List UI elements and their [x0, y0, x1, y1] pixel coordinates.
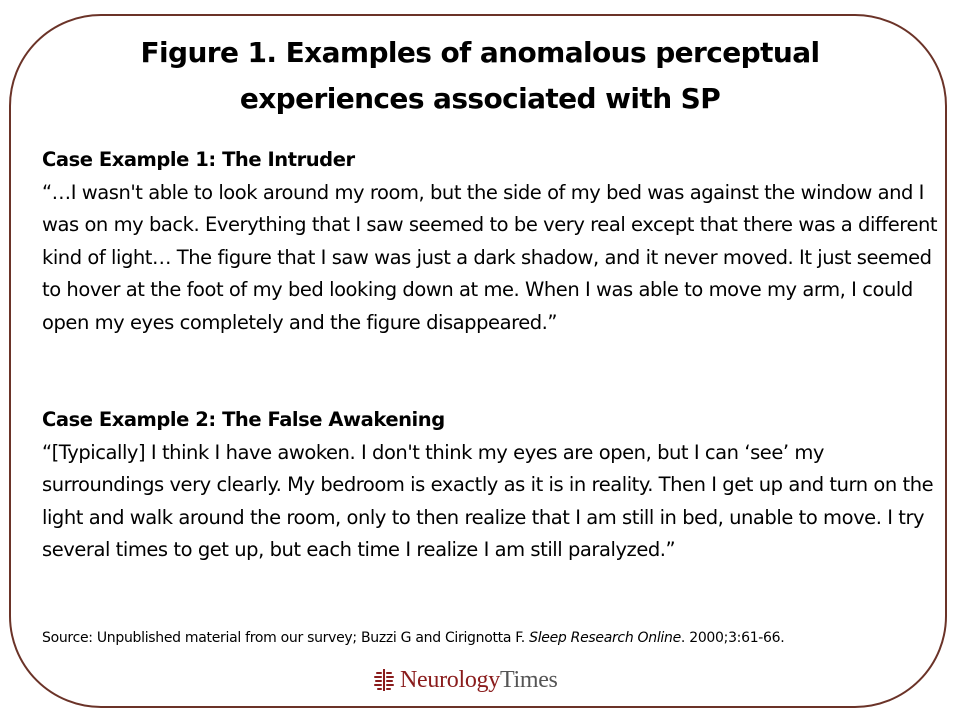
source-journal: Sleep Research Online: [529, 630, 681, 646]
source-suffix: . 2000;3:61-66.: [680, 630, 785, 646]
figure-title-line1: Figure 1. Examples of anomalous perceptual: [140, 36, 820, 69]
brain-icon: [374, 669, 394, 691]
logo-text: [400, 665, 558, 695]
case-example-2: [42, 404, 942, 567]
source-prefix: Source: Unpublished material from our survey; Buzzi G and Cirignotta F.: [42, 630, 530, 646]
case-heading: Case Example 1: The Intruder: [42, 148, 355, 171]
neurology-times-logo: [374, 665, 558, 695]
figure-title-line2: experiences associated with SP: [239, 82, 721, 115]
case-example-1: [42, 144, 942, 339]
logo-word-neurology: Neurology: [400, 667, 500, 693]
figure-title: [80, 30, 880, 122]
case-quote: “…I wasn't able to look around my room, but the side of my bed was against the window and I was on my back. Everything that I saw seemed to be very real except that there was a different kind of light… The figure that I saw was just a dark shadow, and it never moved. It just seemed to hover at the foot of my bed looking down at me. When I was able to move my arm, I could open my eyes completely and the figure disappeared.”: [42, 180, 938, 334]
source-citation: [42, 629, 922, 647]
logo-word-times: Times: [499, 667, 558, 693]
case-quote: “[Typically] I think I have awoken. I don't think my eyes are open, but I can ‘see’ my surroundings very clearly. My bedroom is exactly as it is in reality. Then I get up and turn on the light and walk around the room, only to then realize that I am still in bed, unable to move. I try several times to get up, but each time I realize I am still paralyzed.”: [42, 440, 934, 561]
case-heading: Case Example 2: The False Awakening: [42, 408, 445, 431]
